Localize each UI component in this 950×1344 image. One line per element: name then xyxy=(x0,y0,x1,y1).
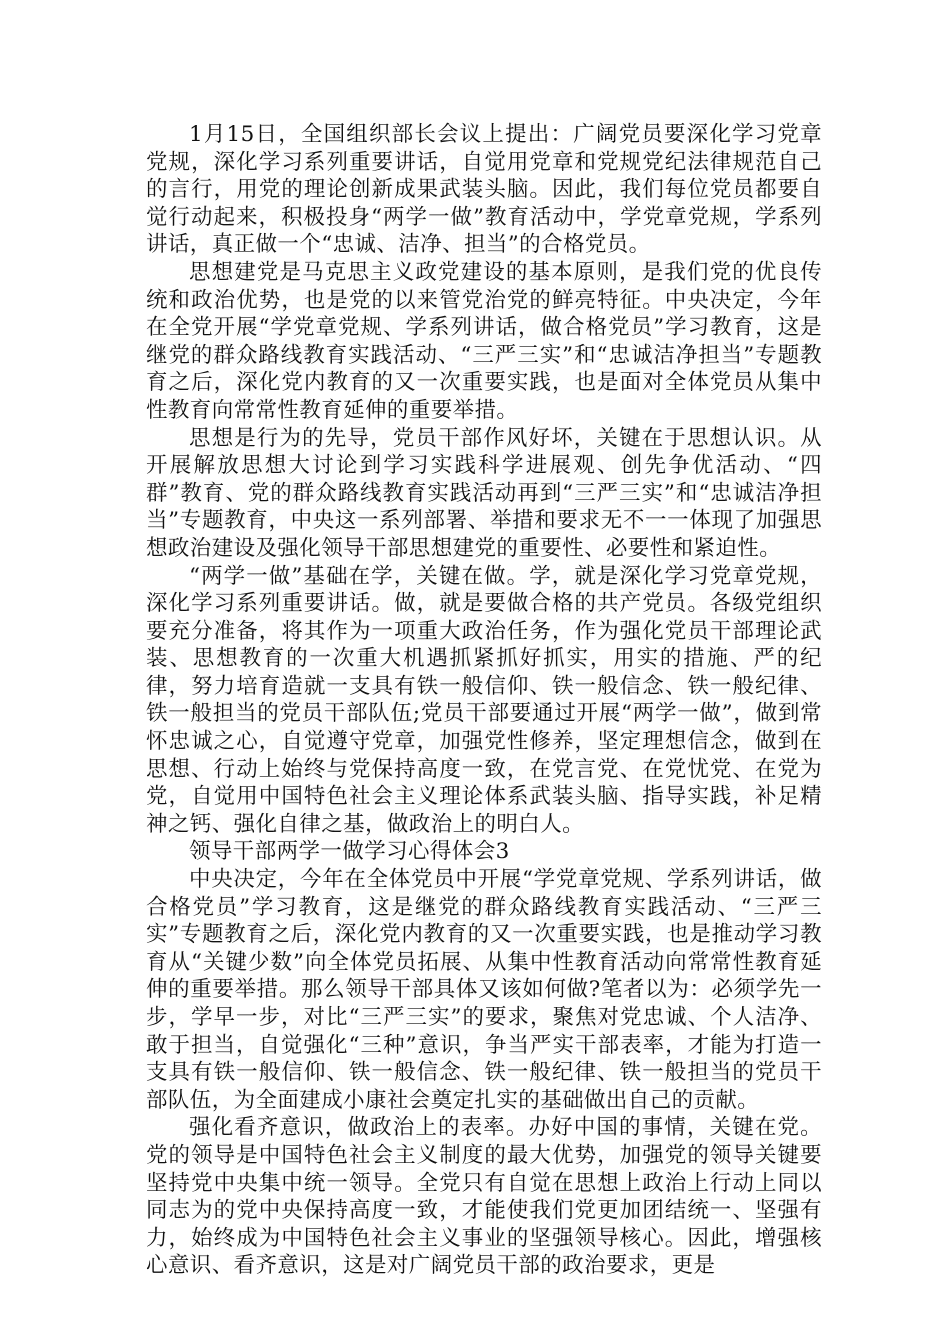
paragraph: 强化看齐意识，做政治上的表率。办好中国的事情，关键在党。党的领导是中国特色社会主义制度的最大优势，加强党的领导关键要坚持党中央集中统一领导。全党只有自觉在思想上政治上行动上同以同志为的党中央保持高度一致，才能使我们党更加团结统一、坚强有力，始终成为中国特色社会主义事业的坚强领导核心。因此，增强核心意识、看齐意识，这是对广阔党员干部的政治要求，更是 xyxy=(146,1115,822,1279)
paragraph: 1月15日，全国组织部长会议上提出：广阔党员要深化学习党章党规，深化学习系列重要讲话，自觉用党章和党规党纪法律规范自己的言行，用党的理论创新成果武装头脑。因此，我们每位党员都要自觉行动起来，积极投身“两学一做”教育活动中，学党章党规，学系列讲话，真正做一个“忠诚、洁净、担当”的合格党员。 xyxy=(146,122,822,258)
paragraph: 思想建党是马克思主义政党建设的基本原则，是我们党的优良传统和政治优势，也是党的以来管党治党的鲜亮特征。中央决定，今年在全党开展“学党章党规、学系列讲话，做合格党员”学习教育，这是继党的群众路线教育实践活动、“三严三实”和“忠诚洁净担当”专题教育之后，深化党内教育的又一次重要实践，也是面对全体党员从集中性教育向常常性教育延伸的重要举措。 xyxy=(146,259,822,423)
paragraph: 思想是行为的先导，党员干部作风好坏，关键在于思想认识。从开展解放思想大讨论到学习实践科学进展观、创先争优活动、“四群”教育、党的群众路线教育实践活动再到“三严三实”和“忠诚洁净担当”专题教育，中央这一系列部署、举措和要求无不一一体现了加强思想政治建设及强化领导干部思想建党的重要性、必要性和紧迫性。 xyxy=(146,425,822,561)
paragraph: 中央决定，今年在全体党员中开展“学党章党规、学系列讲话，做合格党员”学习教育，这是继党的群众路线教育实践活动、“三严三实”专题教育之后，深化党内教育的又一次重要实践，也是推动学习教育从“关键少数”向全体党员拓展、从集中性教育活动向常常性教育延伸的重要举措。那么领导干部具体又该如何做?笔者以为：必须学先一步，学早一步，对比“三严三实”的要求，聚焦对党忠诚、个人洁净、敢于担当，自觉强化“三种”意识，争当严实干部表率，才能为打造一支具有铁一般信仰、铁一般信念、铁一般纪律、铁一般担当的党员干部队伍，为全面建成小康社会奠定扎实的基础做出自己的贡献。 xyxy=(146,867,822,1113)
document-body xyxy=(146,121,822,1280)
paragraph: “两学一做”基础在学，关键在做。学，就是深化学习党章党规，深化学习系列重要讲话。做，就是要做合格的共产党员。各级党组织要充分准备，将其作为一项重大政治任务，作为强化党员干部理论武装、思想教育的一次重大机遇抓紧抓好抓实，用实的措施、严的纪律，努力培育造就一支具有铁一般信仰、铁一般信念、铁一般纪律、铁一般担当的党员干部队伍;党员干部要通过开展“两学一做”，做到常怀忠诚之心，自觉遵守党章，加强党性修养，坚定理想信念，做到在思想、行动上始终与党保持高度一致，在党言党、在党忧党、在党为党，自觉用中国特色社会主义理论体系武装头脑、指导实践，补足精神之钙、强化自律之基，做政治上的明白人。 xyxy=(146,563,822,837)
section-heading: 领导干部两学一做学习心得体会3 xyxy=(189,839,510,865)
